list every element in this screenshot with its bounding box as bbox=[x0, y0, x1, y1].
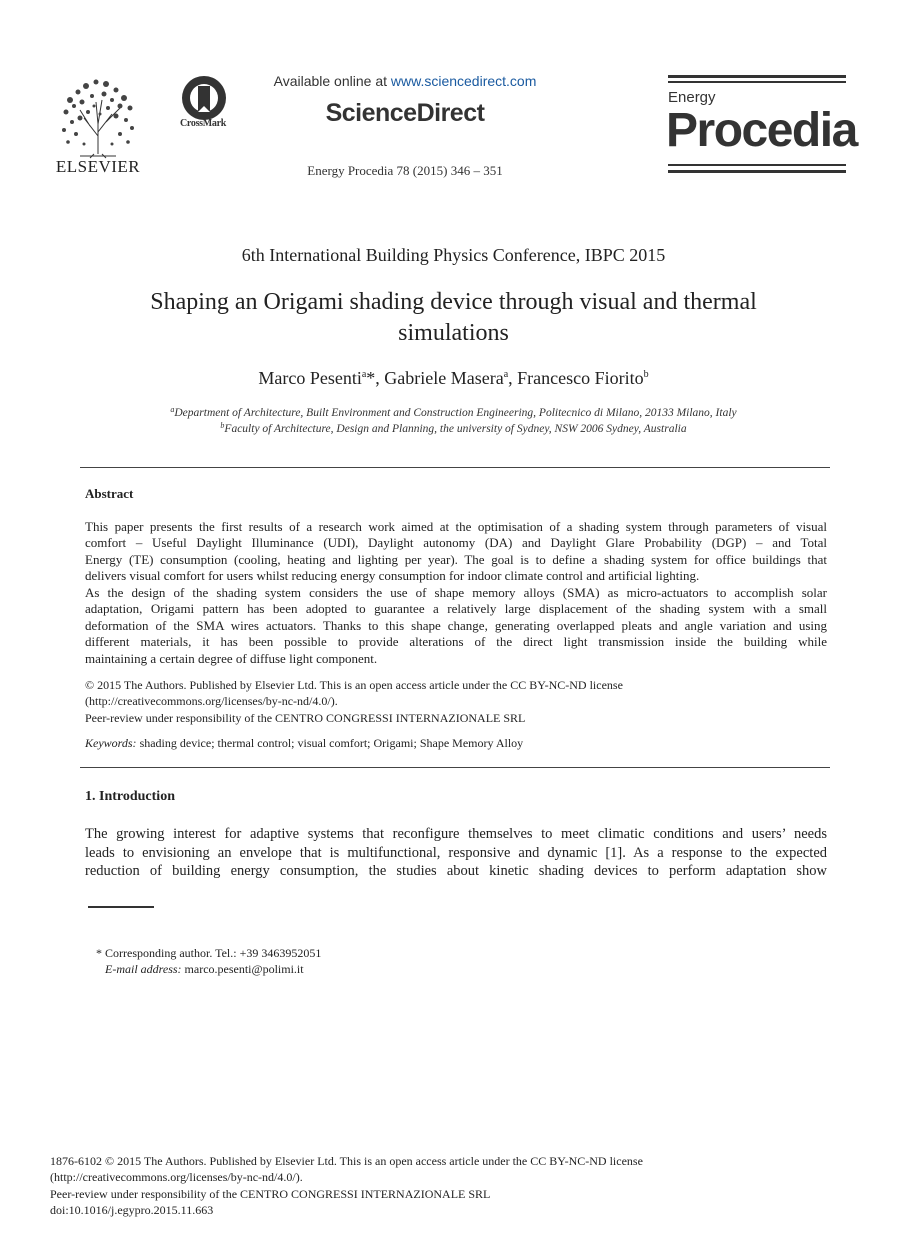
author-list bbox=[0, 368, 907, 389]
affiliation-marker: a bbox=[361, 369, 367, 380]
section-heading: 1. Introduction bbox=[85, 789, 175, 804]
keywords-label: Keywords: bbox=[85, 736, 137, 750]
footer-license-link[interactable]: (http://creativecommons.org/licenses/by-nc-nd/4.0/). bbox=[50, 1170, 303, 1184]
keywords bbox=[85, 736, 523, 751]
affiliation-text: Faculty of Architecture, Design and Planning, the university of Sydney, NSW 2006 Sydney, Australia bbox=[224, 423, 687, 435]
email-note bbox=[105, 962, 304, 977]
author-name: Francesco Fiorito bbox=[517, 368, 644, 388]
available-prefix: Available online at bbox=[273, 73, 391, 89]
crossmark-label: CrossMark bbox=[179, 118, 226, 129]
available-online bbox=[200, 73, 610, 89]
keywords-list: shading device; thermal control; visual comfort; Origami; Shape Memory Alloy bbox=[136, 736, 524, 750]
author-separator: , bbox=[375, 368, 385, 388]
footnote-rule bbox=[88, 906, 154, 908]
title-line-1: Shaping an Origami shading device through visual and thermal bbox=[150, 289, 757, 315]
title-line-2: simulations bbox=[398, 320, 509, 346]
affiliation-marker: b bbox=[643, 369, 649, 380]
affiliation-text: Department of Architecture, Built Environment and Construction Engineering, Politecnico di Milano, 20133 Milano, Italy bbox=[174, 407, 737, 419]
energy-procedia-logo bbox=[666, 75, 857, 175]
abstract-line: Energy (TE) consumption (cooling, heating and lighting per year). The goal is to define a shading system for office buildings that bbox=[85, 552, 827, 567]
logo-procedia-text: Procedia bbox=[666, 104, 857, 157]
affiliation-b bbox=[0, 421, 907, 435]
copyright-notice: © 2015 The Authors. Published by Elsevier Ltd. This is an open access article under the CC BY-NC-ND license bbox=[85, 678, 623, 692]
divider bbox=[80, 767, 830, 768]
logo-energy-text: Energy bbox=[668, 89, 716, 106]
footer-issn-line: 1876-6102 © 2015 The Authors. Published by Elsevier Ltd. This is an open access article under the CC BY-NC-ND license bbox=[50, 1154, 643, 1168]
body-line: reduction of building energy consumption, the studies about kinetic shading devices to perform adaptation show bbox=[85, 863, 827, 879]
paper-title bbox=[80, 287, 827, 349]
corresponding-author-note: * Corresponding author. Tel.: +39 3463952051 bbox=[96, 946, 322, 960]
affiliation-a bbox=[0, 405, 907, 419]
footer-doi[interactable]: doi:10.1016/j.egypro.2015.11.663 bbox=[50, 1203, 214, 1217]
author-name: Gabriele Masera bbox=[384, 368, 504, 388]
divider bbox=[80, 467, 830, 468]
journal-reference: Energy Procedia 78 (2015) 346 – 351 bbox=[307, 163, 503, 178]
abstract-line: comfort – Useful Daylight Illuminance (UDI), Daylight autonomy (DA) and Daylight Glare Probability (DGP) – and Total bbox=[85, 535, 827, 550]
abstract-line: adaptation, Origami pattern has been adopted to guarantee a relatively large displacement of the shading system with a small bbox=[85, 601, 827, 616]
affiliation-sup: a bbox=[170, 405, 175, 414]
footer-peer-review: Peer-review under responsibility of the CENTRO CONGRESSI INTERNAZIONALE SRL bbox=[50, 1187, 491, 1201]
abstract-line: This paper presents the first results of a research work aimed at the optimisation of a shading system through parameters of visual bbox=[85, 519, 827, 534]
peer-review-notice: Peer-review under responsibility of the CENTRO CONGRESSI INTERNAZIONALE SRL bbox=[85, 711, 526, 725]
affiliation-marker: a bbox=[503, 369, 509, 380]
abstract-line: different materials, it has been possible to provide alterations of the direct light transmission inside the building while bbox=[85, 634, 827, 649]
license-link[interactable]: (http://creativecommons.org/licenses/by-nc-nd/4.0/). bbox=[85, 694, 338, 708]
abstract-line: As the design of the shading system considers the use of shape memory alloys (SMA) as micro-actuators to accomplish solar bbox=[85, 585, 827, 600]
corresponding-marker: * bbox=[366, 368, 376, 388]
body-line: leads to envisioning an envelope that is multifunctional, responsive and dynamic [1]. As a response to the expected bbox=[85, 845, 827, 861]
email-label: E-mail address: bbox=[105, 962, 182, 976]
body-line: The growing interest for adaptive systems that reconfigure themselves to meet climatic conditions and users’ needs bbox=[85, 826, 827, 842]
abstract-line: deformation of the SMA wires actuators. Thanks to this shape change, generating overlapped pleats and angle variation and using bbox=[85, 618, 827, 633]
abstract-line: delivers visual comfort for users whilst reducing energy consumption for indoor climate control and artificial lighting. bbox=[85, 568, 700, 583]
abstract-line: maintaining a certain degree of diffuse light component. bbox=[85, 651, 378, 666]
elsevier-wordmark: ELSEVIER bbox=[55, 157, 141, 176]
sciencedirect-wordmark: ScienceDirect bbox=[325, 99, 485, 127]
affiliation-sup: b bbox=[220, 421, 225, 430]
author-separator: , bbox=[508, 368, 518, 388]
author-name: Marco Pesenti bbox=[258, 368, 362, 388]
abstract-heading: Abstract bbox=[85, 486, 134, 501]
conference-name: 6th International Building Physics Conference, IBPC 2015 bbox=[241, 245, 666, 265]
email-address[interactable]: marco.pesenti@polimi.it bbox=[181, 962, 304, 976]
sciencedirect-link[interactable]: www.sciencedirect.com bbox=[390, 73, 537, 89]
